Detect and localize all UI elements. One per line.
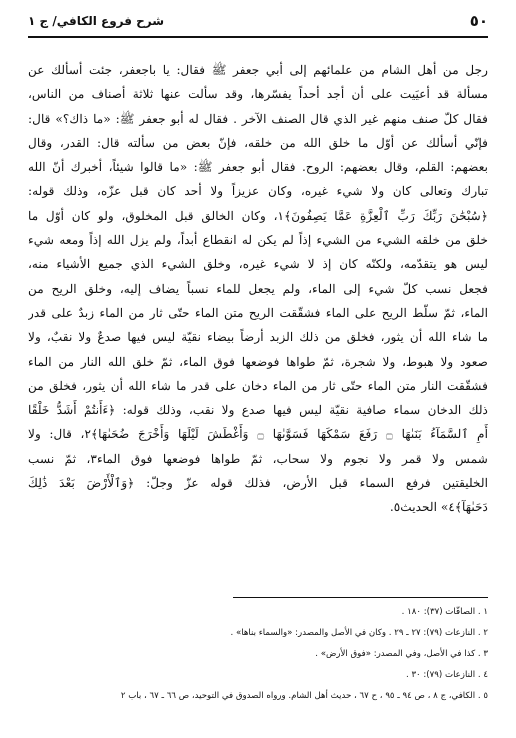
footnote: ٢ . النازعات (٧٩): ٢٧ ـ ٢٩ . وكان في الأصل والمصدر: «والسماء بناها» . xyxy=(230,628,488,638)
header-rule xyxy=(28,36,488,38)
text-line: فجعل نسب كلّ شيء إلى الماء، ولم يجعل للماء نسباً يضاف إليه، وخلق الريح من xyxy=(28,281,488,296)
text-line: ما شاء الله أن يثور، فخلق من ذلك الزبد أرضاً بيضاء نقيّة ليس فيها صدعٌ ولا نقبٌ، ولا xyxy=(28,330,488,345)
text-line: خلق من خلقه الشيء من الشيء إذاً لم يكن له انقطاع أبداً، ولم يزل الله إذاً ومعه شيء xyxy=(28,233,488,248)
text-line: شمس ولا قمر ولا نجوم ولا سحاب، ثمّ طواها فوضعها فوق الماء٣، ثمّ نسب xyxy=(28,451,488,466)
footnote-separator xyxy=(233,597,488,598)
text-line: تبارك وتعالى كان ولا شيء غيره، وكان عزيزاً ولا أحد كان قبل عزّه، وذلك قوله: xyxy=(28,184,488,199)
text-line: دَحَىٰهَآ﴾٤» الحديث٥. xyxy=(389,500,488,515)
footnote: ٣ . كذا في الأصل، وفي المصدر: «فوق الأرض» . xyxy=(315,649,488,659)
footnote: ١ . الصافّات (٣٧): ١٨٠ . xyxy=(401,607,488,617)
footnotes xyxy=(28,602,488,707)
text-line: رجل من أهل الشام من علمائهم إلى أبي جعفر ﷺ فقال: يا باجعفر، جئت أسألك عن xyxy=(28,63,488,77)
text-line: ﴿سُبْحَٰنَ رَبِّكَ رَبِّ ٱلْعِزَّةِ عَمَّا يَصِفُونَ﴾١، وكان الخالق قبل المخلوق، ولو كان أوّل ما xyxy=(28,208,488,223)
text-line: أَمِ ٱلسَّمَآءُ بَنَىٰهَا ۝ رَفَعَ سَمْكَهَا فَسَوَّىٰهَا ۝ وَأَغْطَشَ لَيْلَهَا وَأَخْرَجَ ضُحَىٰهَا﴾٢، قال: ولا xyxy=(28,427,488,442)
text-line: الماء، ثمّ سلّط الريح على الماء فشقّقت الريح متن الماء حتّى ثار من الماء زبدٌ على قدر xyxy=(28,305,488,320)
main-text xyxy=(28,58,488,520)
text-line: صعود ولا هبوط، ولا شجرة، ثمّ طواها فوضعها فوق الماء، ثمّ خلق الله النار من الماء xyxy=(28,354,488,369)
text-line: فشقّقت النار متن الماء حتّى ثار من الماء دخان على قدر ما شاء الله أن يثور، فخلق من xyxy=(28,378,488,393)
text-line: الخليقتين فرفع السماء قبل الأرض، فذلك قوله عزّ وجلّ: ﴿وَٱلْأَرْضَ بَعْدَ ذَٰلِكَ xyxy=(28,476,488,491)
page-number: ٥٠ xyxy=(469,12,488,30)
text-line: فإنّي أسألك عن أوّل ما خلق الله من خلقه، فإنّ بعض من سألته قال: القدر، وقال xyxy=(28,135,488,150)
footnote: ٤ . النازعات (٧٩): ٣٠ . xyxy=(405,670,488,680)
footnote: ٥ . الكافي، ج ٨ ، ص ٩٤ ـ ٩٥ ، ح ٦٧ ، حديث أهل الشام. ورواه الصدوق في التوحيد، ص ٦٦ ـ ٦٧ ، باب ٢ xyxy=(120,691,488,701)
page-header xyxy=(28,8,488,34)
text-line: فقال كلّ صنف منهم غير الذي قال الصنف الآخر . فقال له أبو جعفر ﷺ: «ما ذاك؟» قال: xyxy=(28,111,488,126)
text-line: بعضهم: القلم، وقال بعضهم: الروح. فقال أبو جعفر ﷺ: «ما قالوا شيئاً، أخبرك أنّ الله xyxy=(28,160,488,175)
running-title: شرح فروع الكافي/ ج ١ xyxy=(28,14,165,28)
text-line: ذلك الدخان سماء صافية نقيّة ليس فيها صدع ولا نقب، وذلك قوله: ﴿ءَأَنتُمْ أَشَدُّ خَلْقًا xyxy=(28,403,488,418)
text-line: مسألة قد أعيَيت على أن أجد أحداً يفسّرها، وقد سألت عنها ثلاثة أصناف من الناس، xyxy=(28,87,488,102)
text-line: ليس هو يتقدّمه، ولكنّه كان إذ لا شيء غيره، وخلق الشيء الذي جميع الأشياء منه، xyxy=(28,257,488,272)
